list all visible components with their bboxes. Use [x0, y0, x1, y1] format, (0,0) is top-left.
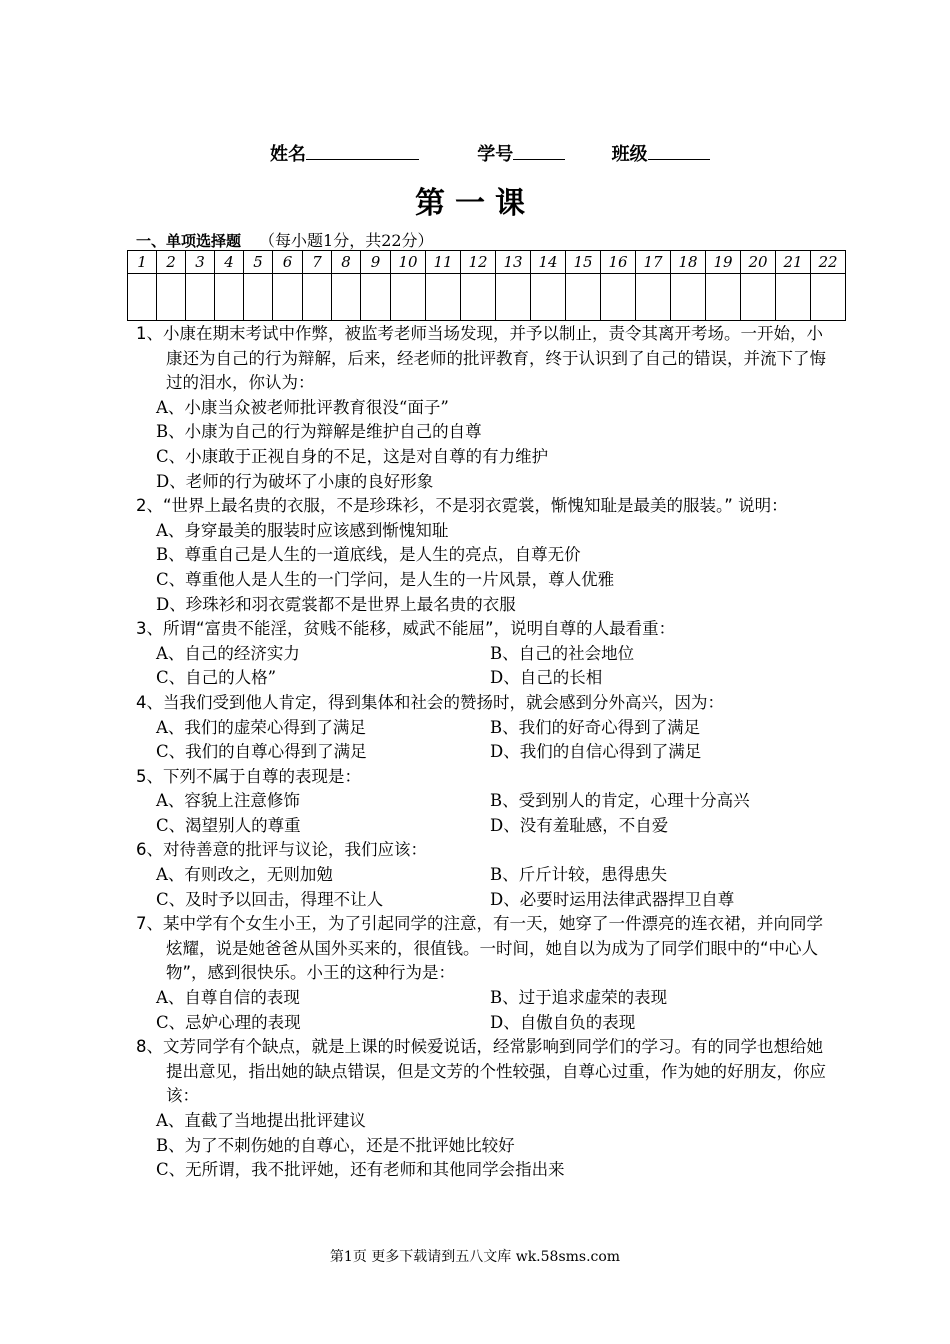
answer-cell[interactable]: [741, 274, 776, 321]
option-row: [136, 814, 826, 839]
question-text: 1、小康在期末考试中作弊，被监考老师当场发现，并予以制止，责令其离开考场。一开始，小康还为自己的行为辩解，后来，经老师的批评教育，终于认识到了自己的错误，并流下了悔过的泪水，你认为：: [136, 324, 826, 393]
option-item[interactable]: C、自己的人格”: [156, 668, 277, 688]
option-item[interactable]: D、必要时运用法律武器捍卫自尊: [490, 889, 735, 909]
option-item[interactable]: B、过于追求虚荣的表现: [490, 988, 668, 1008]
class-label: 班级: [611, 144, 648, 165]
answer-number: 18: [671, 251, 706, 274]
answer-blank-row: [128, 274, 846, 321]
name-label: 姓名: [270, 144, 306, 165]
answer-cell[interactable]: [332, 274, 361, 321]
option-row: [136, 642, 826, 667]
answer-cell[interactable]: [531, 274, 566, 321]
answer-cell[interactable]: [636, 274, 671, 321]
question-text: 2、“世界上最名贵的衣服，不是珍珠衫，不是羽衣霓裳，惭愧知耻是最美的服装。” 说明：: [136, 496, 788, 516]
question-text: 4、当我们受到他人肯定，得到集体和社会的赞扬时，就会感到分外高兴，因为：: [136, 692, 724, 712]
answer-cell[interactable]: [215, 274, 244, 321]
answer-number: 14: [531, 251, 566, 274]
option-item[interactable]: D、自己的长相: [490, 668, 603, 688]
name-blank[interactable]: [306, 141, 419, 160]
answer-number: 10: [391, 251, 426, 274]
answer-number: 13: [496, 251, 531, 274]
option-item[interactable]: B、我们的好奇心得到了满足: [490, 717, 701, 737]
option-item[interactable]: A、身穿最美的服装时应该感到惭愧知耻: [156, 520, 449, 540]
answer-number: 1: [128, 251, 157, 274]
answer-cell[interactable]: [566, 274, 601, 321]
answer-cell[interactable]: [671, 274, 706, 321]
answer-cell[interactable]: [426, 274, 461, 321]
option-row: [136, 740, 826, 765]
option-item[interactable]: B、为了不刺伤她的自尊心，还是不批评她比较好: [156, 1135, 515, 1155]
option-item[interactable]: B、斤斤计较，患得患失: [490, 865, 668, 885]
question-text: 8、文芳同学有个缺点，就是上课的时候爱说话，经常影响到同学们的学习。有的同学也想给她提出意见，指出她的缺点错误，但是文芳的个性较强，自尊心过重，作为她的好朋友，你应该：: [136, 1037, 826, 1106]
section-points: （每小题1分，共22分）: [259, 231, 434, 250]
option-item[interactable]: A、有则改之，无则加勉: [156, 865, 333, 885]
option-item[interactable]: A、容貌上注意修饰: [156, 791, 300, 811]
answer-cell[interactable]: [461, 274, 496, 321]
option-item[interactable]: C、无所谓，我不批评她，还有老师和其他同学会指出来: [156, 1160, 565, 1180]
answer-cell[interactable]: [811, 274, 846, 321]
option-item[interactable]: A、我们的虚荣心得到了满足: [156, 717, 366, 737]
question-text: 3、所谓“富贵不能淫，贫贱不能移，威武不能屈”，说明自尊的人最看重：: [136, 619, 676, 639]
answer-number: 8: [332, 251, 361, 274]
option-item[interactable]: A、自尊自信的表现: [156, 988, 300, 1008]
section-heading: [136, 228, 434, 251]
option-item[interactable]: C、尊重他人是人生的一门学问，是人生的一片风景，尊人优雅: [156, 569, 615, 589]
option-item[interactable]: C、渴望别人的尊重: [156, 815, 301, 835]
answer-cell[interactable]: [706, 274, 741, 321]
answer-cell[interactable]: [361, 274, 391, 321]
answer-number: 15: [566, 251, 601, 274]
option-item[interactable]: B、自己的社会地位: [490, 643, 635, 663]
answer-number: 4: [215, 251, 244, 274]
question-text: 6、对待善意的批评与议论，我们应该：: [136, 840, 427, 860]
option-item[interactable]: C、小康敢于正视自身的不足，这是对自尊的有力维护: [156, 446, 549, 466]
option-row: [136, 716, 826, 741]
answer-cell[interactable]: [244, 274, 273, 321]
option-row: [136, 863, 826, 888]
option-item[interactable]: D、老师的行为破坏了小康的良好形象: [156, 471, 434, 491]
answer-cell[interactable]: [496, 274, 531, 321]
answer-number: 9: [361, 251, 391, 274]
answer-cell[interactable]: [391, 274, 426, 321]
answer-number: 17: [636, 251, 671, 274]
answer-cell[interactable]: [601, 274, 636, 321]
answer-number: 16: [601, 251, 636, 274]
answer-number: 19: [706, 251, 741, 274]
option-item[interactable]: B、受到别人的肯定，心理十分高兴: [490, 791, 750, 811]
answer-number: 7: [303, 251, 332, 274]
option-item[interactable]: A、自己的经济实力: [156, 643, 300, 663]
page-title: 第一课: [415, 186, 535, 221]
option-item[interactable]: D、珍珠衫和羽衣霓裳都不是世界上最名贵的衣服: [156, 594, 516, 614]
answer-number: 2: [157, 251, 186, 274]
option-row: [136, 666, 826, 691]
answer-number: 20: [741, 251, 776, 274]
section-title: 一、单项选择题: [136, 232, 242, 250]
student-info-line: [270, 140, 710, 166]
page-footer: 第1页 更多下载请到五八文库 wk.58sms.com: [329, 1249, 621, 1265]
option-item[interactable]: B、尊重自己是人生的一道底线，是人生的亮点，自尊无价: [156, 545, 581, 565]
option-row: [136, 986, 826, 1011]
answer-cell[interactable]: [128, 274, 157, 321]
answer-number: 21: [776, 251, 811, 274]
option-item[interactable]: D、自傲自负的表现: [490, 1012, 636, 1032]
option-item[interactable]: D、我们的自信心得到了满足: [490, 742, 702, 762]
option-item[interactable]: C、我们的自尊心得到了满足: [156, 742, 367, 762]
question-list: [136, 322, 826, 1183]
option-row: [136, 888, 826, 913]
answer-cell[interactable]: [303, 274, 332, 321]
option-item[interactable]: D、没有羞耻感，不自爱: [490, 815, 669, 835]
answer-cell[interactable]: [273, 274, 303, 321]
option-item[interactable]: C、忌妒心理的表现: [156, 1012, 301, 1032]
answer-number: 6: [273, 251, 303, 274]
answer-cell[interactable]: [157, 274, 186, 321]
question-text: 7、某中学有个女生小王，为了引起同学的注意，有一天，她穿了一件漂亮的连衣裙，并向同学炫耀，说是她爸爸从国外买来的，很值钱。一时间，她自以为成为了同学们眼中的“中心人物”，感到很快乐。小王的这种行为是：: [136, 914, 823, 983]
answer-cell[interactable]: [186, 274, 215, 321]
option-item[interactable]: A、直截了当地提出批评建议: [156, 1111, 366, 1130]
answer-table: [127, 250, 846, 321]
id-blank[interactable]: [513, 141, 565, 160]
answer-cell[interactable]: [776, 274, 811, 321]
option-row: [136, 789, 826, 814]
option-row: [136, 1011, 826, 1036]
answer-number-row: [128, 251, 846, 274]
id-label: 学号: [477, 144, 514, 165]
option-item[interactable]: B、小康为自己的行为辩解是维护自己的自尊: [156, 422, 482, 442]
answer-number: 12: [461, 251, 496, 274]
answer-number: 5: [244, 251, 273, 274]
option-item[interactable]: A、小康当众被老师批评教育很没“面子”: [156, 397, 449, 417]
question-text: 5、下列不属于自尊的表现是：: [136, 766, 361, 786]
option-item[interactable]: C、及时予以回击，得理不让人: [156, 889, 384, 909]
answer-number: 11: [426, 251, 461, 274]
answer-number: 3: [186, 251, 215, 274]
answer-number: 22: [811, 251, 846, 274]
class-blank[interactable]: [648, 141, 710, 160]
